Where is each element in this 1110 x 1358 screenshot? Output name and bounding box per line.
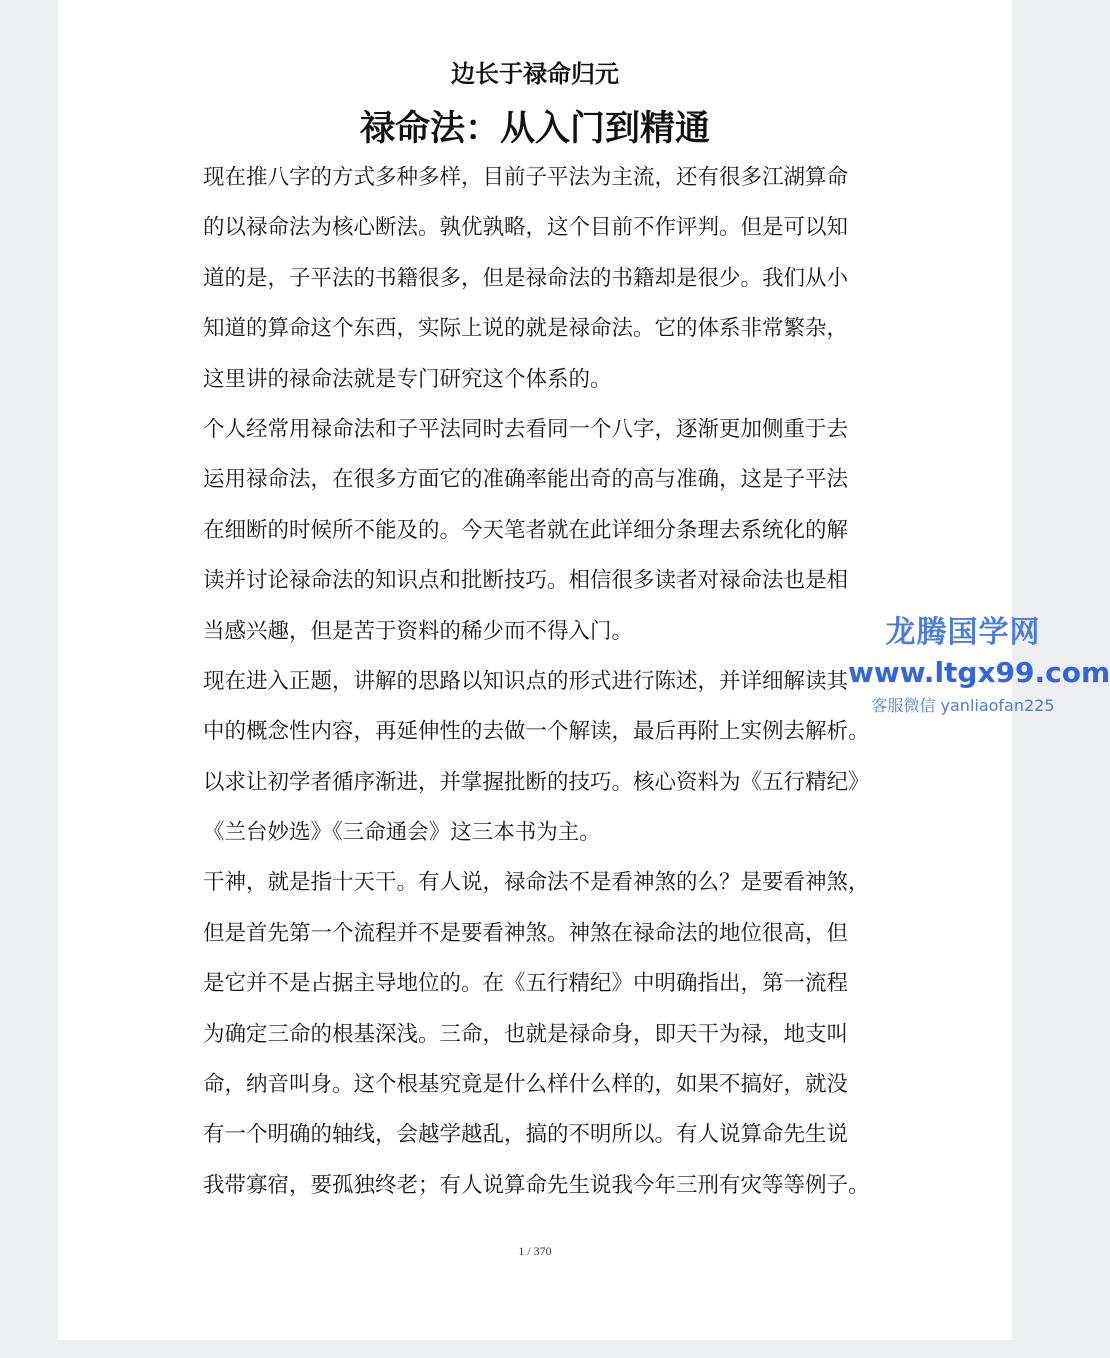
watermark-url: www.ltgx99.com	[848, 656, 1110, 689]
text-line: 但是首先第一个流程并不是要看神煞。神煞在禄命法的地位很高，但	[203, 920, 849, 946]
body-text	[203, 153, 878, 1211]
text-line: 现在进入正题，讲解的思路以知识点的形式进行陈述，并详细解读其	[203, 668, 849, 694]
watermark	[848, 612, 1110, 720]
text-line: 命，纳音叫身。这个根基究竟是什么样什么样的，如果不搞好，就没	[203, 1072, 849, 1098]
watermark-title: 龙腾国学网	[885, 615, 1041, 650]
text-line: 干神，就是指十天干。有人说，禄命法不是看神煞的么？是要看神煞，	[203, 870, 870, 896]
text-line: 道的是，子平法的书籍很多，但是禄命法的书籍却是很少。我们从小	[203, 265, 849, 291]
text-line: 中的概念性内容，再延伸性的去做一个解读，最后再附上实例去解析。	[203, 719, 870, 745]
main-title: 禄命法：从入门到精通	[359, 108, 710, 149]
text-line: 《兰台妙选》《三命通会》这三本书为主。	[203, 820, 601, 846]
text-line: 为确定三命的根基深浅。三命，也就是禄命身，即天干为禄，地支叫	[203, 1021, 849, 1047]
text-line: 运用禄命法，在很多方面它的准确率能出奇的高与准确，这是子平法	[203, 467, 849, 493]
text-line: 这里讲的禄命法就是专门研究这个体系的。	[203, 366, 612, 392]
text-line: 是它并不是占据主导地位的。在《五行精纪》中明确指出，第一流程	[203, 971, 849, 997]
text-line: 有一个明确的轴线，会越学越乱，搞的不明所以。有人说算命先生说	[203, 1122, 849, 1148]
text-line: 读并讨论禄命法的知识点和批断技巧。相信很多读者对禄命法也是相	[203, 568, 849, 594]
text-line: 当感兴趣，但是苦于资料的稀少而不得入门。	[203, 618, 634, 644]
text-line: 知道的算命这个东西，实际上说的就是禄命法。它的体系非常繁杂，	[203, 316, 849, 342]
text-line: 我带寡宿，要孤独终老；有人说算命先生说我今年三刑有灾等等例子。	[203, 1172, 870, 1198]
watermark-contact: 客服微信 yanliaofan225	[871, 696, 1055, 715]
text-line: 在细断的时候所不能及的。今天笔者就在此详细分条理去系统化的解	[203, 517, 849, 543]
text-line: 个人经常用禄命法和子平法同时去看同一个八字，逐渐更加侧重于去	[203, 416, 849, 442]
header-title: 边长于禄命归元	[451, 59, 619, 88]
text-line: 的以禄命法为核心断法。孰优孰略，这个目前不作评判。但是可以知	[203, 215, 849, 241]
text-line: 现在推八字的方式多种多样，目前子平法为主流，还有很多江湖算命	[203, 165, 849, 190]
page-number: 1 / 370	[518, 1244, 552, 1258]
text-line: 以求让初学者循序渐进，并掌握批断的技巧。核心资料为《五行精纪》	[203, 769, 870, 795]
